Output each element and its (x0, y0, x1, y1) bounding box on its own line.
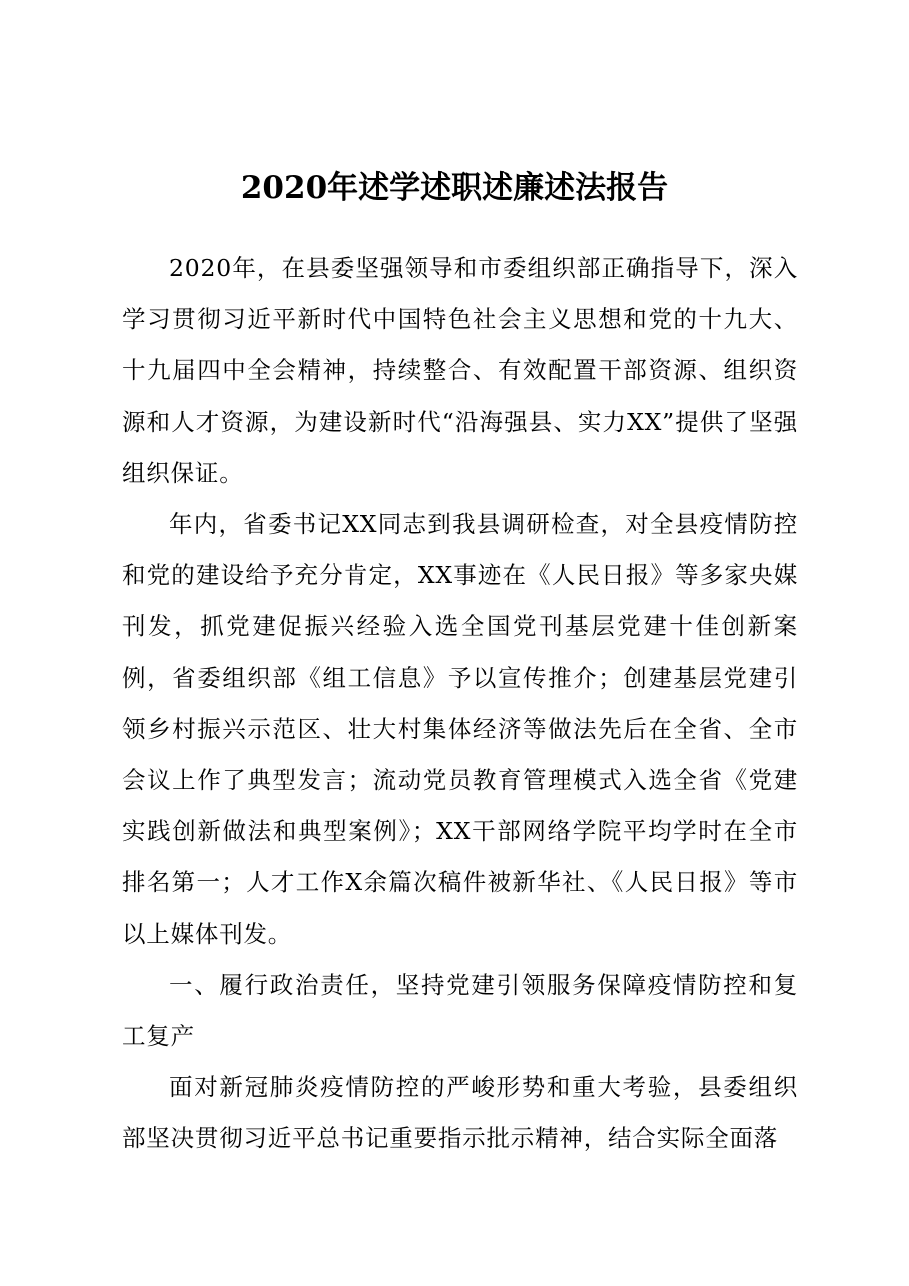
paragraph-achievements: 年内，省委书记XX同志到我县调研检查，对全县疫情防控和党的建设给予充分肯定，XX事迹在《人民日报》等多家央媒刊发，抓党建促振兴经验入选全国党刊基层党建十佳创新案例，省委组织部《组工信息》予以宣传推介；创建基层党建引领乡村振兴示范区、壮大村集体经济等做法先后在全省、全市会议上作了典型发言；流动党员教育管理模式入选全省《党建实践创新做法和典型案例》；XX干部网络学院平均学时在全市排名第一；人才工作X余篇次稿件被新华社、《人民日报》等市以上媒体刊发。 (122, 510, 798, 948)
paragraph-intro: 2020年，在县委坚强领导和市委组织部正确指导下，深入学习贯彻习近平新时代中国特色社会主义思想和党的十九大、十九届四中全会精神，持续整合、有效配置干部资源、组织资源和人才资源，为建设新时代“沿海强县、实力XX”提供了坚强组织保证。 (122, 254, 798, 487)
document-body (122, 243, 798, 1165)
paragraph-epidemic: 面对新冠肺炎疫情防控的严峻形势和重大考验，县委组织部坚决贯彻习近平总书记重要指示批示精神，结合实际全面落 (122, 1073, 798, 1153)
section-heading-1: 一、履行政治责任，坚持党建引领服务保障疫情防控和复工复产 (122, 970, 798, 1051)
document-title: 2020年述学述职述廉述法报告 (240, 170, 669, 206)
